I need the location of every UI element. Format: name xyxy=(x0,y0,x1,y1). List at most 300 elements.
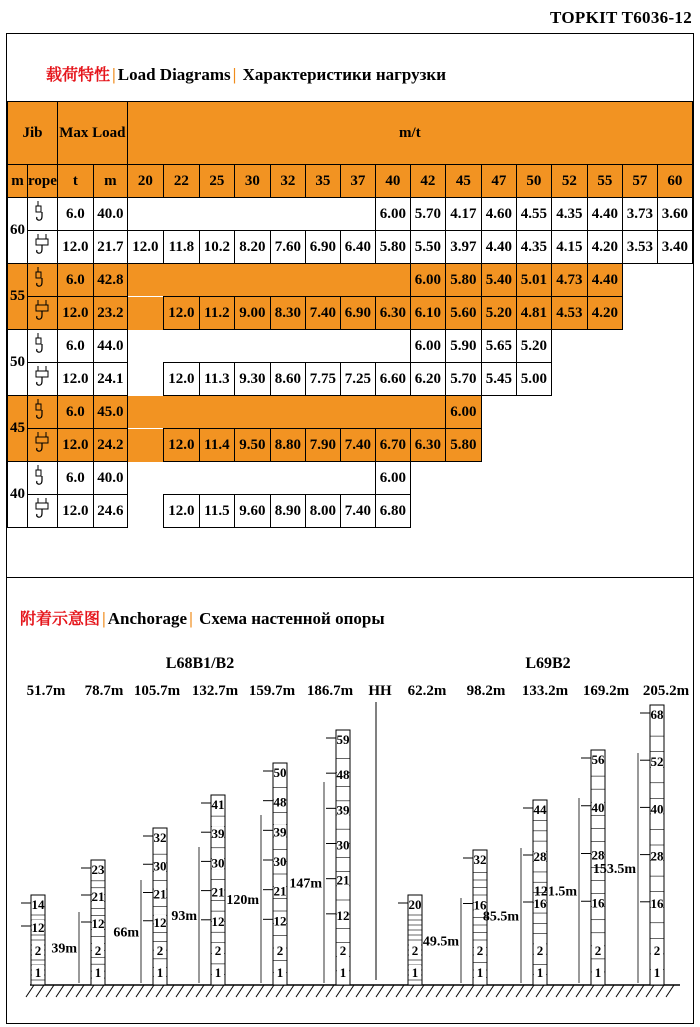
section-number: 30 xyxy=(273,854,287,869)
load-value: 6.10 xyxy=(410,297,445,330)
max-load-radius: 24.1 xyxy=(93,363,127,396)
load-value: 6.90 xyxy=(305,231,340,264)
anchor-title-en: Anchorage xyxy=(107,609,188,628)
empty-cell xyxy=(127,363,163,396)
ground-hatch xyxy=(56,985,64,997)
ground-hatch xyxy=(276,985,284,997)
load-value: 6.30 xyxy=(410,429,445,462)
hh-label: HH xyxy=(368,683,392,699)
ground-hatch xyxy=(536,985,544,997)
jib-length: 60 xyxy=(8,198,28,264)
max-load-radius: 24.6 xyxy=(93,495,127,528)
table-row xyxy=(8,363,693,396)
header-row xyxy=(8,102,693,165)
section-number: 28 xyxy=(533,849,547,864)
ground-hatch xyxy=(506,985,514,997)
jib-length: 40 xyxy=(8,462,28,528)
load-value: 5.01 xyxy=(516,264,551,297)
max-load-radius: 40.0 xyxy=(93,198,127,231)
ground-hatch xyxy=(526,985,534,997)
radius-header: 55 xyxy=(587,165,622,198)
section-number: 2 xyxy=(339,943,347,958)
max-load-t: 6.0 xyxy=(57,198,93,231)
ground-hatch xyxy=(316,985,324,997)
section-number: 40 xyxy=(591,799,605,815)
load-value: 4.60 xyxy=(481,198,516,231)
section-number: 16 xyxy=(533,896,547,911)
section-number: 32 xyxy=(153,830,167,845)
max-load-radius: 21.7 xyxy=(93,231,127,264)
section-number: 21 xyxy=(153,886,167,902)
load-value: 11.4 xyxy=(199,429,234,462)
ground-hatch xyxy=(646,985,654,997)
max-load-t: 6.0 xyxy=(57,462,93,495)
radius-header: 37 xyxy=(340,165,375,198)
hdr-mt: m/t xyxy=(127,102,692,165)
ground-hatch xyxy=(296,985,304,997)
section-number: 1 xyxy=(34,965,42,980)
ground-hatch xyxy=(556,985,564,997)
load-value: 6.80 xyxy=(375,495,410,528)
radius-header: 40 xyxy=(375,165,410,198)
section-number: 2 xyxy=(411,943,419,958)
section-number: 1 xyxy=(411,965,419,980)
load-title-ru: Характеристики нагрузки xyxy=(242,65,447,84)
empty-cell xyxy=(127,429,163,462)
load-value: 10.2 xyxy=(199,231,234,264)
table-row xyxy=(8,198,693,231)
tower-height-label: 159.7m xyxy=(248,683,296,699)
section-number: 41 xyxy=(211,797,225,812)
empty-cell xyxy=(481,429,692,462)
tower-height-label: 133.2m xyxy=(521,683,569,699)
load-value: 4.73 xyxy=(551,264,587,297)
load-value: 3.53 xyxy=(622,231,657,264)
ground-hatch xyxy=(286,985,294,997)
hook-2-fall-icon xyxy=(28,264,58,297)
empty-cell xyxy=(127,297,163,330)
section-number: 1 xyxy=(94,965,102,980)
ground-hatch xyxy=(176,985,184,997)
section-number: 2 xyxy=(214,943,222,958)
ground-hatch xyxy=(66,985,74,997)
ground-hatch xyxy=(576,985,584,997)
load-value: 12.0 xyxy=(163,363,199,396)
max-load-radius: 40.0 xyxy=(93,462,127,495)
section-number: 16 xyxy=(591,895,605,911)
load-value: 5.80 xyxy=(445,429,481,462)
load-value: 5.50 xyxy=(410,231,445,264)
empty-cell xyxy=(622,264,692,297)
load-value: 8.90 xyxy=(270,495,305,528)
load-value: 5.65 xyxy=(481,330,516,363)
hook-4-fall-icon xyxy=(28,495,58,528)
radius-header: 45 xyxy=(445,165,481,198)
load-value: 4.40 xyxy=(587,198,622,231)
ground-hatch xyxy=(96,985,104,997)
section-number: 40 xyxy=(650,801,664,817)
tower-height-label: 169.2m xyxy=(582,683,630,699)
load-value: 11.2 xyxy=(199,297,234,330)
load-value: 7.40 xyxy=(340,429,375,462)
section-number: 52 xyxy=(650,754,664,770)
load-value: 7.25 xyxy=(340,363,375,396)
anchor-title-ru: Схема настенной опоры xyxy=(199,609,385,628)
section-number: 12 xyxy=(91,916,105,931)
load-value: 5.80 xyxy=(445,264,481,297)
load-value: 11.5 xyxy=(199,495,234,528)
tower-height-label: 62.2m xyxy=(407,683,447,699)
section-number: 1 xyxy=(476,965,484,980)
load-value: 7.40 xyxy=(340,495,375,528)
ground-hatch xyxy=(26,985,34,997)
ground-hatch xyxy=(146,985,154,997)
jib-length: 45 xyxy=(8,396,28,462)
empty-cell xyxy=(127,462,375,495)
section-number: 21 xyxy=(336,872,350,888)
hook-2-fall-icon xyxy=(28,330,58,363)
section-number: 2 xyxy=(594,943,602,958)
title-separator: | xyxy=(189,609,193,628)
ground-hatch xyxy=(126,985,134,997)
load-value: 12.0 xyxy=(127,231,163,264)
section-number: 56 xyxy=(591,752,605,767)
load-value: 6.40 xyxy=(340,231,375,264)
ground-hatch xyxy=(86,985,94,997)
load-title-zh: 载荷特性 xyxy=(46,65,111,84)
radius-header: 60 xyxy=(657,165,692,198)
load-value: 5.90 xyxy=(445,330,481,363)
section-number: 48 xyxy=(336,767,350,783)
radius-header: 25 xyxy=(199,165,234,198)
ground-hatch xyxy=(166,985,174,997)
tower-height-label: 186.7m xyxy=(306,683,354,699)
max-load-radius: 23.2 xyxy=(93,297,127,330)
table-row xyxy=(8,330,693,363)
table-row xyxy=(8,495,693,528)
load-value: 12.0 xyxy=(163,495,199,528)
load-title-en: Load Diagrams xyxy=(117,65,231,84)
section-number: 16 xyxy=(650,895,664,911)
model-left: L68B1/B2 xyxy=(165,655,235,672)
anchor-height-dim: 49.5m xyxy=(422,934,459,950)
radius-header: 50 xyxy=(516,165,551,198)
load-value: 4.20 xyxy=(587,297,622,330)
load-value: 4.35 xyxy=(516,231,551,264)
section-number: 50 xyxy=(273,765,287,780)
section-number: 16 xyxy=(473,897,487,913)
load-value: 3.60 xyxy=(657,198,692,231)
tower-height-label: 132.7m xyxy=(191,683,239,699)
section-number: 39 xyxy=(273,824,287,840)
anchor-height-dim: 153.5m xyxy=(592,862,636,877)
load-value: 4.40 xyxy=(481,231,516,264)
ground-hatch xyxy=(476,985,484,997)
ground-hatch xyxy=(416,985,424,997)
load-value: 6.00 xyxy=(445,396,481,429)
ground-hatch xyxy=(306,985,314,997)
section-number: 1 xyxy=(653,965,661,980)
section-number: 2 xyxy=(94,943,102,958)
load-value: 12.0 xyxy=(163,429,199,462)
load-value: 6.90 xyxy=(340,297,375,330)
title-separator: | xyxy=(112,65,116,84)
load-table xyxy=(7,101,693,580)
tower-height-label: 98.2m xyxy=(466,683,506,699)
tower-height-label: 205.2m xyxy=(642,683,690,699)
hook-2-fall-icon xyxy=(28,396,58,429)
ground-hatch xyxy=(426,985,434,997)
hook-4-fall-icon xyxy=(28,231,58,264)
empty-cell xyxy=(551,330,692,363)
load-value: 6.60 xyxy=(375,363,410,396)
load-value: 6.20 xyxy=(410,363,445,396)
empty-cell xyxy=(127,198,375,231)
ground-hatch xyxy=(346,985,354,997)
load-value: 4.17 xyxy=(445,198,481,231)
section-number: 21 xyxy=(273,883,287,899)
anchor-height-dim: 85.5m xyxy=(482,909,519,925)
table-row xyxy=(8,264,693,297)
section-number: 2 xyxy=(276,943,284,958)
hook-2-fall-icon xyxy=(28,462,58,495)
radius-header: 35 xyxy=(305,165,340,198)
spacer xyxy=(8,528,693,581)
section-number: 44 xyxy=(533,802,547,817)
load-value: 4.15 xyxy=(551,231,587,264)
ground-hatch xyxy=(486,985,494,997)
section-number: 2 xyxy=(653,943,661,958)
load-value: 6.00 xyxy=(410,330,445,363)
load-value: 11.3 xyxy=(199,363,234,396)
section-number: 23 xyxy=(91,862,105,877)
title-separator: | xyxy=(102,609,106,628)
empty-cell xyxy=(481,396,692,429)
load-value: 11.8 xyxy=(163,231,199,264)
section-number: 48 xyxy=(273,794,287,810)
section-number: 12 xyxy=(273,913,287,929)
load-value: 3.40 xyxy=(657,231,692,264)
ground-hatch xyxy=(386,985,394,997)
ground-hatch xyxy=(336,985,344,997)
load-value: 5.70 xyxy=(445,363,481,396)
table-row xyxy=(8,396,693,429)
hook-4-fall-icon xyxy=(28,429,58,462)
load-value: 5.60 xyxy=(445,297,481,330)
max-load-radius: 45.0 xyxy=(93,396,127,429)
ground-hatch xyxy=(626,985,634,997)
section-number: 12 xyxy=(336,907,350,923)
load-value: 3.73 xyxy=(622,198,657,231)
ground-hatch xyxy=(566,985,574,997)
load-value: 5.20 xyxy=(516,330,551,363)
load-value: 8.00 xyxy=(305,495,340,528)
section-number: 30 xyxy=(153,858,167,874)
ground-hatch xyxy=(256,985,264,997)
empty-cell xyxy=(622,297,692,330)
max-load-t: 12.0 xyxy=(57,495,93,528)
radius-header: 47 xyxy=(481,165,516,198)
load-value: 5.70 xyxy=(410,198,445,231)
table-spacer xyxy=(8,528,693,581)
load-value: 9.30 xyxy=(234,363,270,396)
section-number: 32 xyxy=(473,852,487,867)
max-load-radius: 44.0 xyxy=(93,330,127,363)
radius-header: 52 xyxy=(551,165,587,198)
ground-hatch xyxy=(356,985,364,997)
ground-hatch xyxy=(76,985,84,997)
section-number: 1 xyxy=(536,965,544,980)
section-number: 2 xyxy=(476,943,484,958)
tower-height-label: 51.7m xyxy=(26,683,66,699)
section-number: 59 xyxy=(336,732,350,747)
anchor-height-dim: 66m xyxy=(113,925,139,941)
ground-hatch xyxy=(396,985,404,997)
section-number: 1 xyxy=(214,965,222,980)
ground-hatch xyxy=(266,985,274,997)
max-load-radius: 42.8 xyxy=(93,264,127,297)
tower-height-label: 105.7m xyxy=(133,683,181,699)
load-value: 8.20 xyxy=(234,231,270,264)
ground-hatch xyxy=(606,985,614,997)
section-divider xyxy=(6,577,694,578)
load-value: 3.97 xyxy=(445,231,481,264)
load-value: 7.60 xyxy=(270,231,305,264)
max-load-radius: 24.2 xyxy=(93,429,127,462)
empty-cell xyxy=(127,330,410,363)
ground-hatch xyxy=(246,985,254,997)
hdr-m2: m xyxy=(93,165,127,198)
anchor-height-dim: 120m xyxy=(226,893,259,908)
section-number: 1 xyxy=(156,965,164,980)
hdr-jib: Jib xyxy=(8,102,58,165)
empty-cell xyxy=(127,264,410,297)
load-value: 9.60 xyxy=(234,495,270,528)
empty-cell xyxy=(410,495,692,528)
load-value: 4.20 xyxy=(587,231,622,264)
title-separator: | xyxy=(232,65,237,84)
empty-cell xyxy=(127,495,163,528)
section-number: 39 xyxy=(211,826,225,842)
hdr-max-load: Max Load xyxy=(57,102,127,165)
ground-hatch xyxy=(516,985,524,997)
jib-length: 55 xyxy=(8,264,28,330)
ground-hatch xyxy=(436,985,444,997)
ground-hatch xyxy=(196,985,204,997)
load-value: 6.00 xyxy=(375,198,410,231)
radius-header: 57 xyxy=(622,165,657,198)
max-load-t: 6.0 xyxy=(57,264,93,297)
tower-height-label: 78.7m xyxy=(84,683,124,699)
section-number: 28 xyxy=(650,848,664,864)
document-title: TOPKIT T6036-12 xyxy=(550,8,692,27)
ground-hatch xyxy=(376,985,384,997)
anchorage-heading xyxy=(20,606,385,629)
ground-hatch xyxy=(496,985,504,997)
load-value: 5.45 xyxy=(481,363,516,396)
ground-hatch xyxy=(216,985,224,997)
max-load-t: 12.0 xyxy=(57,297,93,330)
ground-hatch xyxy=(616,985,624,997)
load-value: 4.40 xyxy=(587,264,622,297)
empty-cell xyxy=(551,363,692,396)
ground-hatch xyxy=(226,985,234,997)
ground-hatch xyxy=(666,985,674,997)
load-value: 8.60 xyxy=(270,363,305,396)
load-value: 8.80 xyxy=(270,429,305,462)
section-number: 1 xyxy=(594,965,602,980)
ground-hatch xyxy=(116,985,124,997)
ground-hatch xyxy=(546,985,554,997)
ground-hatch xyxy=(656,985,664,997)
section-number: 12 xyxy=(31,920,45,935)
section-number: 68 xyxy=(650,707,664,722)
ground-hatch xyxy=(36,985,44,997)
load-value: 9.50 xyxy=(234,429,270,462)
section-number: 12 xyxy=(153,914,167,930)
load-value: 5.20 xyxy=(481,297,516,330)
load-value: 4.35 xyxy=(551,198,587,231)
section-number: 1 xyxy=(339,965,347,980)
ground-hatch xyxy=(466,985,474,997)
load-value: 9.00 xyxy=(234,297,270,330)
section-number: 28 xyxy=(591,847,605,863)
hook-2-fall-icon xyxy=(28,198,58,231)
load-value: 5.40 xyxy=(481,264,516,297)
anchor-height-dim: 147m xyxy=(289,876,322,892)
ground-hatch xyxy=(186,985,194,997)
load-value: 6.00 xyxy=(410,264,445,297)
section-number: 1 xyxy=(276,965,284,980)
radius-header: 32 xyxy=(270,165,305,198)
load-value: 6.70 xyxy=(375,429,410,462)
ground-hatch xyxy=(46,985,54,997)
load-value: 5.80 xyxy=(375,231,410,264)
ground-hatch xyxy=(106,985,114,997)
max-load-t: 12.0 xyxy=(57,429,93,462)
section-number: 2 xyxy=(156,943,164,958)
section-number: 30 xyxy=(336,837,350,853)
hdr-m: m xyxy=(8,165,28,198)
radius-header: 20 xyxy=(127,165,163,198)
section-number: 39 xyxy=(336,802,350,818)
load-value: 8.30 xyxy=(270,297,305,330)
max-load-t: 12.0 xyxy=(57,363,93,396)
load-value: 7.75 xyxy=(305,363,340,396)
load-value: 6.30 xyxy=(375,297,410,330)
radius-header: 30 xyxy=(234,165,270,198)
load-diagrams-heading xyxy=(46,62,446,85)
ground-hatch xyxy=(156,985,164,997)
ground-hatch xyxy=(446,985,454,997)
max-load-t: 12.0 xyxy=(57,231,93,264)
ground-hatch xyxy=(456,985,464,997)
table-row xyxy=(8,462,693,495)
load-value: 5.00 xyxy=(516,363,551,396)
section-number: 21 xyxy=(211,884,225,900)
section-number: 2 xyxy=(536,943,544,958)
anchor-title-zh: 附着示意图 xyxy=(20,609,101,628)
table-row xyxy=(8,297,693,330)
ground-hatch xyxy=(366,985,374,997)
ground-hatch xyxy=(596,985,604,997)
load-value: 6.00 xyxy=(375,462,410,495)
hook-4-fall-icon xyxy=(28,363,58,396)
ground-hatch xyxy=(406,985,414,997)
anchorage-diagram xyxy=(0,640,700,1027)
model-right: L69B2 xyxy=(525,655,571,672)
max-load-t: 6.0 xyxy=(57,396,93,429)
